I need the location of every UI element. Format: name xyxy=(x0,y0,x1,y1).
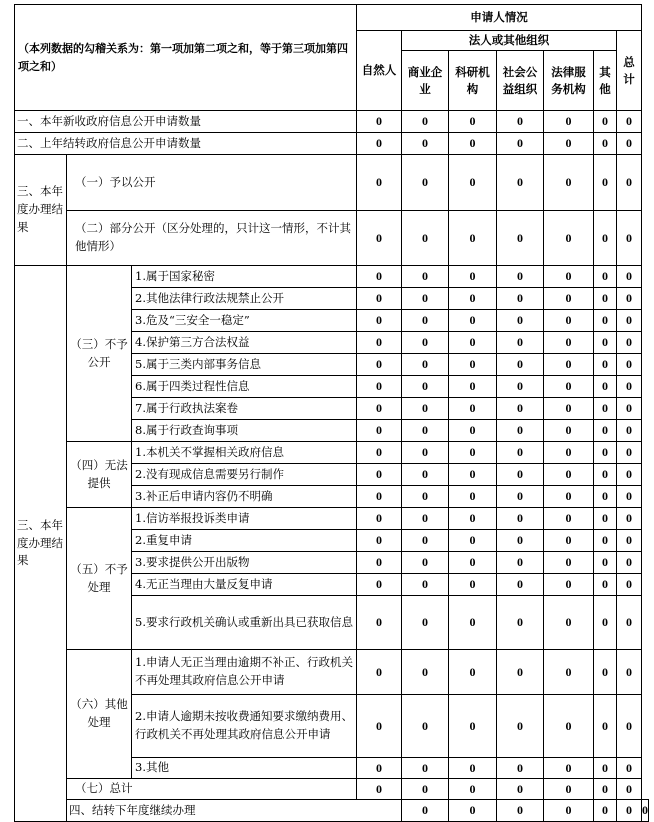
total-value: 0 xyxy=(617,376,642,398)
item-label: 2.重复申请 xyxy=(132,530,357,552)
table-row xyxy=(15,779,649,800)
legal-service-value: 0 xyxy=(544,211,594,266)
group-label: （四）无法提供 xyxy=(67,442,132,508)
table-row xyxy=(15,650,649,695)
research-value: 0 xyxy=(449,288,497,310)
table-row xyxy=(15,508,649,530)
other-value: 0 xyxy=(617,800,642,822)
item-label: 6.属于四类过程性信息 xyxy=(132,376,357,398)
other-value: 0 xyxy=(594,266,617,288)
table-row xyxy=(15,111,649,133)
business-value: 0 xyxy=(402,442,449,464)
natural-person-value: 0 xyxy=(357,508,402,530)
section-label: 三、本年度办理结果 xyxy=(15,266,67,822)
natural-person-value: 0 xyxy=(357,530,402,552)
research-value: 0 xyxy=(449,650,497,695)
other-value: 0 xyxy=(594,650,617,695)
item-label: 2.没有现成信息需要另行制作 xyxy=(132,464,357,486)
natural-person-value: 0 xyxy=(402,800,449,822)
item-label: 3.其他 xyxy=(132,758,357,779)
group-label: （一）予以公开 xyxy=(67,155,357,211)
research-value: 0 xyxy=(497,800,544,822)
research-value: 0 xyxy=(449,376,497,398)
business-value: 0 xyxy=(402,530,449,552)
business-value: 0 xyxy=(402,486,449,508)
research-value: 0 xyxy=(449,266,497,288)
public-welfare-value: 0 xyxy=(497,376,544,398)
business-value: 0 xyxy=(402,310,449,332)
natural-person-value: 0 xyxy=(357,574,402,596)
total-value: 0 xyxy=(617,650,642,695)
other-value: 0 xyxy=(594,758,617,779)
total-value: 0 xyxy=(617,420,642,442)
item-label: 4.无正当理由大量反复申请 xyxy=(132,574,357,596)
legal-group-header: 法人或其他组织 xyxy=(402,31,617,51)
legal-service-value: 0 xyxy=(594,800,617,822)
total-value: 0 xyxy=(617,779,642,800)
natural-person-value: 0 xyxy=(357,552,402,574)
section-label: 三、本年度办理结果 xyxy=(15,155,67,266)
table-row xyxy=(15,800,649,822)
legal-service-value: 0 xyxy=(544,596,594,650)
item-label: 1.本机关不掌握相关政府信息 xyxy=(132,442,357,464)
research-header: 科研机构 xyxy=(449,51,497,111)
item-label: 5.属于三类内部事务信息 xyxy=(132,354,357,376)
other-value: 0 xyxy=(594,779,617,800)
other-value: 0 xyxy=(594,398,617,420)
research-value: 0 xyxy=(449,486,497,508)
row-label: 二、上年结转政府信息公开申请数量 xyxy=(15,133,357,155)
group-label: （二）部分公开（区分处理的，只计这一情形，不计其他情形） xyxy=(67,211,357,266)
total-value: 0 xyxy=(617,288,642,310)
total-value: 0 xyxy=(617,530,642,552)
business-value: 0 xyxy=(449,800,497,822)
public-welfare-value: 0 xyxy=(497,155,544,211)
public-welfare-value: 0 xyxy=(497,574,544,596)
legal-service-value: 0 xyxy=(544,530,594,552)
item-label: 2.申请人逾期未按收费通知要求缴纳费用、行政机关不再处理其政府信息公开申请 xyxy=(132,695,357,758)
total-value: 0 xyxy=(617,442,642,464)
legal-service-value: 0 xyxy=(544,442,594,464)
other-value: 0 xyxy=(594,310,617,332)
legal-service-value: 0 xyxy=(544,574,594,596)
public-welfare-value: 0 xyxy=(497,596,544,650)
public-welfare-value: 0 xyxy=(497,779,544,800)
research-value: 0 xyxy=(449,133,497,155)
item-label: 2.其他法律行政法规禁止公开 xyxy=(132,288,357,310)
business-value: 0 xyxy=(402,779,449,800)
legal-service-value: 0 xyxy=(544,650,594,695)
natural-person-value: 0 xyxy=(357,111,402,133)
legal-service-value: 0 xyxy=(544,354,594,376)
total-value: 0 xyxy=(617,133,642,155)
total-value: 0 xyxy=(617,354,642,376)
document-page xyxy=(14,4,649,822)
natural-person-value: 0 xyxy=(357,211,402,266)
legal-service-value: 0 xyxy=(544,310,594,332)
total-value: 0 xyxy=(617,155,642,211)
research-value: 0 xyxy=(449,310,497,332)
business-value: 0 xyxy=(402,211,449,266)
public-welfare-value: 0 xyxy=(497,332,544,354)
item-label: 5.要求行政机关确认或重新出具已获取信息 xyxy=(132,596,357,650)
table-row xyxy=(15,211,649,266)
business-value: 0 xyxy=(402,354,449,376)
item-label: 8.属于行政查询事项 xyxy=(132,420,357,442)
total-value: 0 xyxy=(617,464,642,486)
research-value: 0 xyxy=(449,530,497,552)
research-value: 0 xyxy=(449,420,497,442)
other-value: 0 xyxy=(594,155,617,211)
other-value: 0 xyxy=(594,596,617,650)
public-welfare-value: 0 xyxy=(497,420,544,442)
research-value: 0 xyxy=(449,596,497,650)
public-welfare-value: 0 xyxy=(497,695,544,758)
item-label: 1.信访举报投诉类申请 xyxy=(132,508,357,530)
business-value: 0 xyxy=(402,133,449,155)
natural-person-value: 0 xyxy=(357,596,402,650)
relation-note: （本列数据的勾稽关系为：第一项加第二项之和，等于第三项加第四项之和） xyxy=(15,5,357,111)
natural-person-value: 0 xyxy=(357,133,402,155)
research-value: 0 xyxy=(449,332,497,354)
total-value: 0 xyxy=(617,552,642,574)
other-value: 0 xyxy=(594,133,617,155)
legal-service-value: 0 xyxy=(544,111,594,133)
business-value: 0 xyxy=(402,111,449,133)
group-label: （五）不予处理 xyxy=(67,508,132,650)
natural-person-header: 自然人 xyxy=(357,31,402,111)
legal-service-value: 0 xyxy=(544,155,594,211)
natural-person-value: 0 xyxy=(357,695,402,758)
natural-person-value: 0 xyxy=(357,354,402,376)
public-welfare-value: 0 xyxy=(497,552,544,574)
natural-person-value: 0 xyxy=(357,155,402,211)
total-value: 0 xyxy=(617,486,642,508)
legal-service-value: 0 xyxy=(544,779,594,800)
item-label: 3.危及“三安全一稳定” xyxy=(132,310,357,332)
business-header: 商业企业 xyxy=(402,51,449,111)
row-label: 一、本年新收政府信息公开申请数量 xyxy=(15,111,357,133)
research-value: 0 xyxy=(449,508,497,530)
total-value: 0 xyxy=(617,332,642,354)
natural-person-value: 0 xyxy=(357,398,402,420)
legal-service-value: 0 xyxy=(544,758,594,779)
business-value: 0 xyxy=(402,464,449,486)
legal-service-value: 0 xyxy=(544,332,594,354)
other-value: 0 xyxy=(594,111,617,133)
legal-service-value: 0 xyxy=(544,552,594,574)
natural-person-value: 0 xyxy=(357,332,402,354)
legal-service-value: 0 xyxy=(544,266,594,288)
public-welfare-value: 0 xyxy=(544,800,594,822)
natural-person-value: 0 xyxy=(357,420,402,442)
group-label: （三）不予公开 xyxy=(67,266,132,442)
research-value: 0 xyxy=(449,354,497,376)
total-value: 0 xyxy=(617,398,642,420)
natural-person-value: 0 xyxy=(357,464,402,486)
research-value: 0 xyxy=(449,779,497,800)
business-value: 0 xyxy=(402,596,449,650)
total-header: 总计 xyxy=(617,31,642,111)
public-welfare-value: 0 xyxy=(497,266,544,288)
legal-service-header: 法律服务机构 xyxy=(544,51,594,111)
legal-service-value: 0 xyxy=(544,376,594,398)
table-row xyxy=(15,133,649,155)
business-value: 0 xyxy=(402,758,449,779)
other-value: 0 xyxy=(594,376,617,398)
business-value: 0 xyxy=(402,552,449,574)
total-value: 0 xyxy=(617,111,642,133)
other-value: 0 xyxy=(594,508,617,530)
legal-service-value: 0 xyxy=(544,133,594,155)
other-value: 0 xyxy=(594,420,617,442)
other-value: 0 xyxy=(594,552,617,574)
total-value: 0 xyxy=(642,800,649,822)
total-value: 0 xyxy=(617,266,642,288)
other-value: 0 xyxy=(594,695,617,758)
item-label: 7.属于行政执法案卷 xyxy=(132,398,357,420)
other-value: 0 xyxy=(594,530,617,552)
business-value: 0 xyxy=(402,155,449,211)
research-value: 0 xyxy=(449,758,497,779)
other-value: 0 xyxy=(594,574,617,596)
natural-person-value: 0 xyxy=(357,650,402,695)
total-value: 0 xyxy=(617,695,642,758)
business-value: 0 xyxy=(402,420,449,442)
legal-service-value: 0 xyxy=(544,695,594,758)
total-value: 0 xyxy=(617,596,642,650)
public-welfare-value: 0 xyxy=(497,211,544,266)
business-value: 0 xyxy=(402,376,449,398)
other-value: 0 xyxy=(594,486,617,508)
group-label: （七）总计 xyxy=(67,779,357,800)
public-welfare-value: 0 xyxy=(497,133,544,155)
natural-person-value: 0 xyxy=(357,266,402,288)
public-welfare-value: 0 xyxy=(497,111,544,133)
table-row xyxy=(15,266,649,288)
item-label: 1.属于国家秘密 xyxy=(132,266,357,288)
natural-person-value: 0 xyxy=(357,376,402,398)
header-row-1 xyxy=(15,5,649,31)
public-welfare-value: 0 xyxy=(497,442,544,464)
research-value: 0 xyxy=(449,398,497,420)
natural-person-value: 0 xyxy=(357,310,402,332)
research-value: 0 xyxy=(449,464,497,486)
public-welfare-value: 0 xyxy=(497,288,544,310)
legal-service-value: 0 xyxy=(544,288,594,310)
total-value: 0 xyxy=(617,758,642,779)
total-value: 0 xyxy=(617,211,642,266)
table-row xyxy=(15,155,649,211)
legal-service-value: 0 xyxy=(544,486,594,508)
item-label: 1.申请人无正当理由逾期不补正、行政机关不再处理其政府信息公开申请 xyxy=(132,650,357,695)
other-value: 0 xyxy=(594,211,617,266)
legal-service-value: 0 xyxy=(544,420,594,442)
table-row xyxy=(15,442,649,464)
public-welfare-value: 0 xyxy=(497,354,544,376)
public-welfare-value: 0 xyxy=(497,310,544,332)
public-welfare-header: 社会公益组织 xyxy=(497,51,544,111)
public-welfare-value: 0 xyxy=(497,508,544,530)
research-value: 0 xyxy=(449,552,497,574)
total-value: 0 xyxy=(617,508,642,530)
other-value: 0 xyxy=(594,464,617,486)
research-value: 0 xyxy=(449,574,497,596)
other-value: 0 xyxy=(594,332,617,354)
natural-person-value: 0 xyxy=(357,288,402,310)
natural-person-value: 0 xyxy=(357,758,402,779)
business-value: 0 xyxy=(402,332,449,354)
total-value: 0 xyxy=(617,574,642,596)
other-value: 0 xyxy=(594,354,617,376)
total-value: 0 xyxy=(617,310,642,332)
legal-service-value: 0 xyxy=(544,464,594,486)
business-value: 0 xyxy=(402,266,449,288)
business-value: 0 xyxy=(402,650,449,695)
research-value: 0 xyxy=(449,442,497,464)
item-label: 3.要求提供公开出版物 xyxy=(132,552,357,574)
public-welfare-value: 0 xyxy=(497,398,544,420)
public-welfare-value: 0 xyxy=(497,758,544,779)
item-label: 3.补正后申请内容仍不明确 xyxy=(132,486,357,508)
business-value: 0 xyxy=(402,695,449,758)
other-value: 0 xyxy=(594,288,617,310)
research-value: 0 xyxy=(449,155,497,211)
application-statistics-table xyxy=(14,4,649,822)
public-welfare-value: 0 xyxy=(497,486,544,508)
applicant-info-header: 申请人情况 xyxy=(357,5,642,31)
research-value: 0 xyxy=(449,111,497,133)
other-header: 其他 xyxy=(594,51,617,111)
legal-service-value: 0 xyxy=(544,398,594,420)
business-value: 0 xyxy=(402,574,449,596)
public-welfare-value: 0 xyxy=(497,650,544,695)
natural-person-value: 0 xyxy=(357,486,402,508)
research-value: 0 xyxy=(449,695,497,758)
business-value: 0 xyxy=(402,398,449,420)
legal-service-value: 0 xyxy=(544,508,594,530)
research-value: 0 xyxy=(449,211,497,266)
public-welfare-value: 0 xyxy=(497,464,544,486)
item-label: 4.保护第三方合法权益 xyxy=(132,332,357,354)
row-label: 四、结转下年度继续办理 xyxy=(67,800,402,822)
natural-person-value: 0 xyxy=(357,442,402,464)
public-welfare-value: 0 xyxy=(497,530,544,552)
natural-person-value: 0 xyxy=(357,779,402,800)
business-value: 0 xyxy=(402,508,449,530)
other-value: 0 xyxy=(594,442,617,464)
group-label: （六）其他处理 xyxy=(67,650,132,779)
business-value: 0 xyxy=(402,288,449,310)
